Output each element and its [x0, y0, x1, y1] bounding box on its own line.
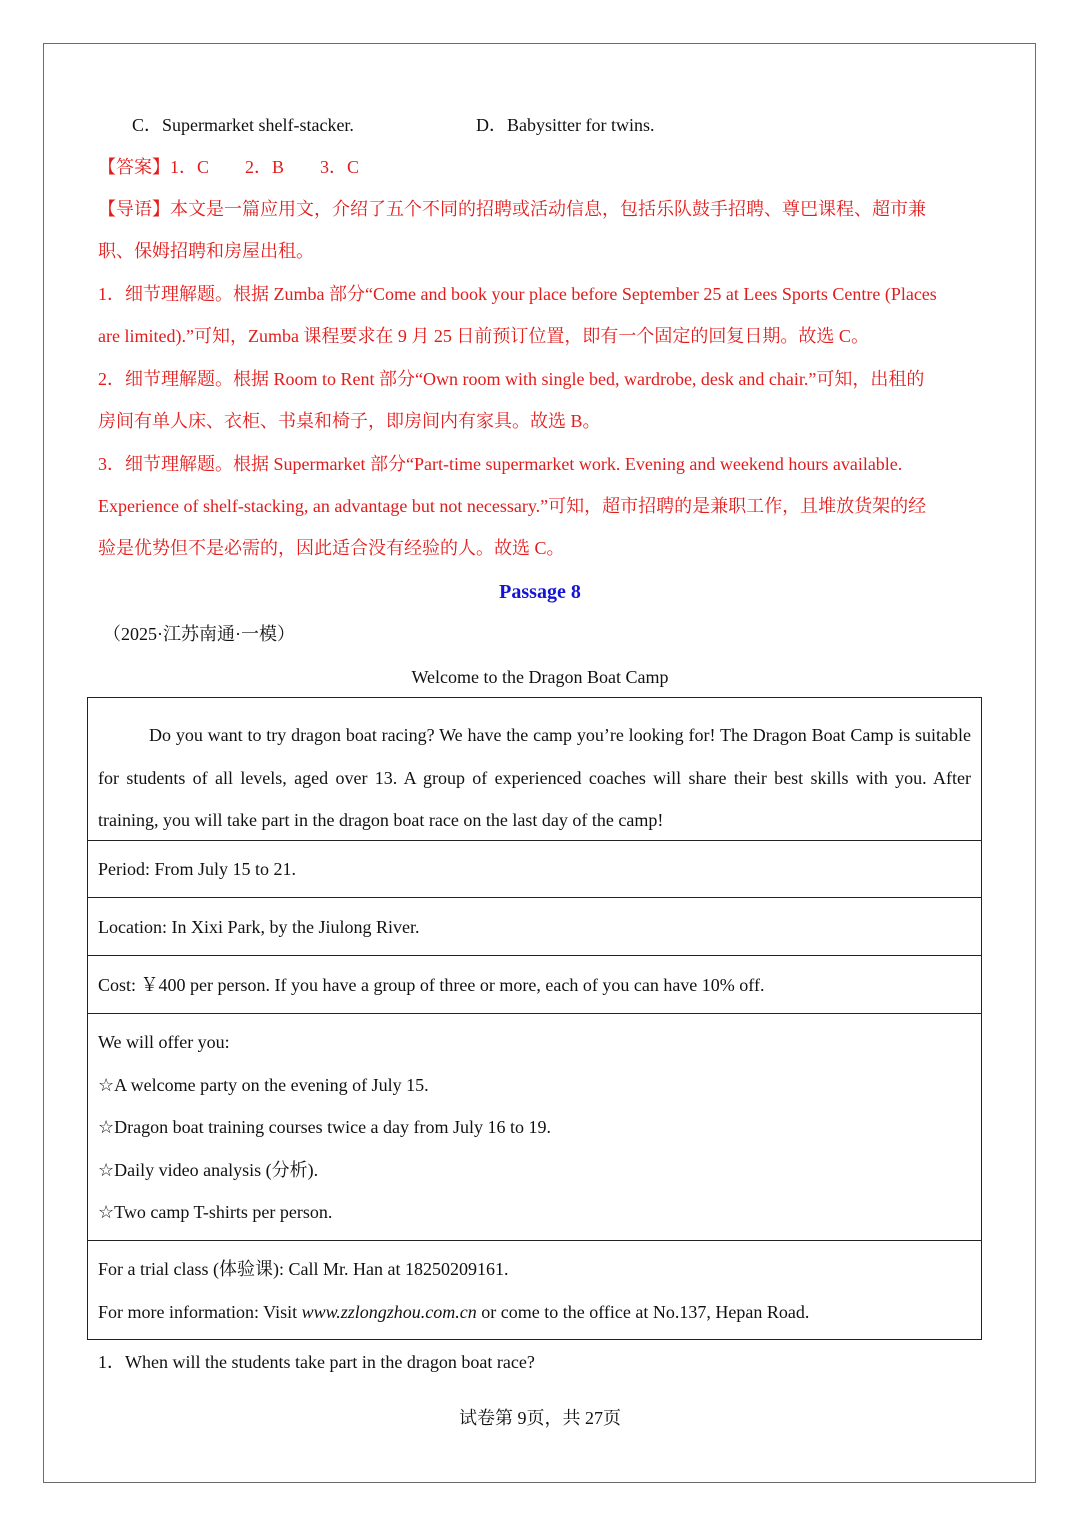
explanation-q3-line3: 验是优势但不是必需的，因此适合没有经验的人。故选 C。: [98, 538, 565, 558]
explanation-q3-line1: 3．细节理解题。根据 Supermarket 部分“Part-time supermarket work. Evening and weekend hours available.: [98, 454, 903, 474]
table-row-cost: [88, 956, 981, 1014]
explanation-q3-line2: Experience of shelf-stacking, an advantage but not necessary.”可知，超市招聘的是兼职工作，且堆放货架的经: [98, 496, 927, 516]
table-row-location: [88, 898, 981, 956]
explanation-q1-line2: are limited).”可知，Zumba 课程要求在 9 月 25 日前预订位置，即有一个固定的回复日期。故选 C。: [98, 326, 869, 346]
website-link[interactable]: www.zzlongzhou.com.cn: [301, 1302, 477, 1322]
offer-item: ☆Two camp T-shirts per person.: [98, 1202, 333, 1222]
offers-heading: We will offer you:: [98, 1032, 230, 1052]
more-info-line: [98, 1300, 809, 1324]
source-note: （2025·江苏南通·一模）: [103, 624, 295, 644]
camp-location: Location: In Xixi Park, by the Jiulong River.: [98, 917, 420, 937]
option-d: D．Babysitter for twins.: [476, 115, 655, 135]
explanation-q2-line1: 2．细节理解题。根据 Room to Rent 部分“Own room with single bed, wardrobe, desk and chair.”可知，出租的: [98, 369, 925, 389]
table-row-contact: [88, 1241, 981, 1339]
more-info-suffix: or come to the office at No.137, Hepan Road.: [476, 1302, 810, 1322]
explanation-q2-line2: 房间有单人床、衣柜、书桌和椅子，即房间内有家具。故选 B。: [98, 411, 601, 431]
guide-line-2: 职、保姆招聘和房屋出租。: [98, 241, 314, 261]
camp-period: Period: From July 15 to 21.: [98, 859, 297, 879]
explanation-q1-line1: 1．细节理解题。根据 Zumba 部分“Come and book your place before September 25 at Lees Sports Centre (Places: [98, 284, 937, 304]
offer-item: ☆Daily video analysis (分析).: [98, 1160, 319, 1180]
guide-line-1: 【导语】本文是一篇应用文，介绍了五个不同的招聘或活动信息，包括乐队鼓手招聘、尊巴课程、超市兼: [98, 199, 926, 219]
table-row-period: [88, 840, 981, 898]
table-row-intro: [88, 698, 981, 841]
answer-key: 【答案】1．C 2．B 3．C: [98, 157, 360, 177]
camp-info-table: [87, 697, 982, 1340]
camp-cost: Cost: ￥400 per person. If you have a group of three or more, each of you can have 10% off.: [98, 975, 765, 995]
question-1: 1．When will the students take part in the dragon boat race?: [98, 1352, 535, 1372]
camp-title: Welcome to the Dragon Boat Camp: [411, 667, 669, 687]
offer-item: ☆Dragon boat training courses twice a day from July 16 to 19.: [98, 1117, 552, 1137]
offer-item: ☆A welcome party on the evening of July 15.: [98, 1075, 429, 1095]
trial-class-info: For a trial class (体验课): Call Mr. Han at 18250209161.: [98, 1259, 509, 1279]
table-row-offers: [88, 1014, 981, 1241]
more-info-prefix: For more information: Visit: [98, 1302, 302, 1322]
camp-intro: Do you want to try dragon boat racing? We have the camp you’re looking for! The Dragon Boat Camp is suitable for students of all levels, aged over 13. A group of experienced coaches will share their best skills with you. After training, you will take part in the dragon boat race on the last day of the camp!: [98, 725, 971, 830]
passage-heading: Passage 8: [499, 581, 581, 603]
option-c: C．Supermarket shelf-stacker.: [132, 115, 354, 135]
page-footer: 试卷第 9页，共 27页: [459, 1408, 621, 1428]
